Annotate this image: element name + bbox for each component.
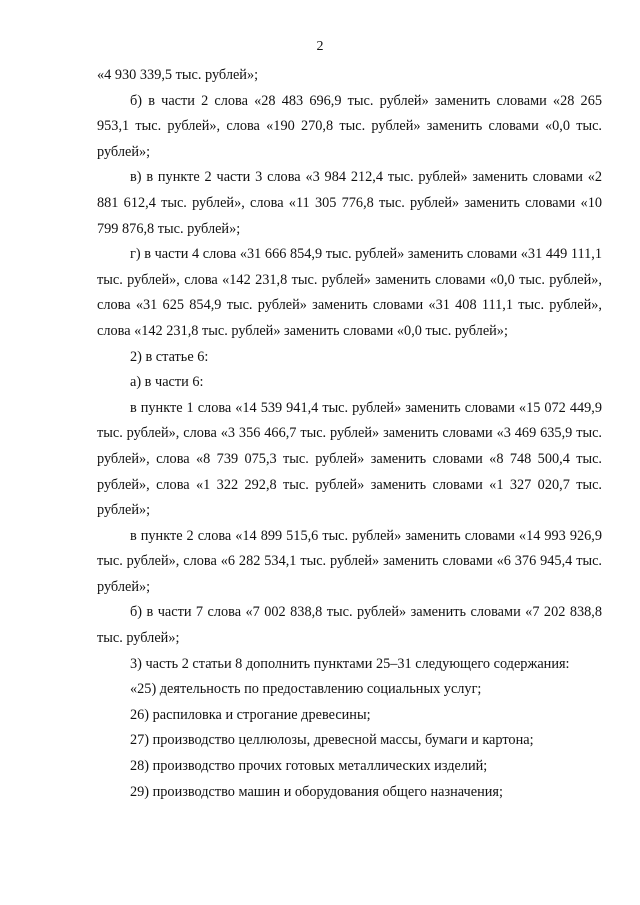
paragraph: в) в пункте 2 части 3 слова «3 984 212,4 тыс. рублей» заменить словами «2 881 612,4 тыс. рублей», слова «11 305 776,8 тыс. рублей» заменить словами «10 799 876,8 тыс. рублей»;	[97, 169, 602, 237]
list-item: 27) производство целлюлозы, древесной массы, бумаги и картона;	[130, 732, 534, 749]
paragraph: а) в части 6:	[130, 374, 204, 391]
paragraph: в пункте 1 слова «14 539 941,4 тыс. рублей» заменить словами «15 072 449,9 тыс. рублей», слова «3 356 466,7 тыс. рублей» заменить словами «3 469 635,9 тыс. рублей», слова «8 739 075,3 тыс. рублей» заменить словами «8 748 500,4 тыс. рублей», слова «1 322 292,8 тыс. рублей» заменить словами «1 327 020,7 тыс. рублей»;	[97, 399, 602, 519]
list-item: «25) деятельность по предоставлению социальных услуг;	[130, 681, 482, 698]
list-item: 28) производство прочих готовых металлических изделий;	[130, 758, 488, 775]
list-item: 29) производство машин и оборудования общего назначения;	[130, 783, 503, 800]
list-item: 26) распиловка и строгание древесины;	[130, 706, 371, 723]
paragraph: б) в части 7 слова «7 002 838,8 тыс. рублей» заменить словами «7 202 838,8 тыс. рублей»;	[97, 604, 602, 647]
document-body	[97, 63, 602, 805]
paragraph: «4 930 339,5 тыс. рублей»;	[97, 67, 259, 83]
page-number: 2	[316, 39, 324, 54]
paragraph: в пункте 2 слова «14 899 515,6 тыс. рублей» заменить словами «14 993 926,9 тыс. рублей», слова «6 282 534,1 тыс. рублей» заменить словами «6 376 945,4 тыс. рублей»;	[97, 527, 602, 595]
paragraph: г) в части 4 слова «31 666 854,9 тыс. рублей» заменить словами «31 449 111,1 тыс. рублей», слова «142 231,8 тыс. рублей» заменить словами «0,0 тыс. рублей», слова «31 625 854,9 тыс. рублей» заменить словами «31 408 111,1 тыс. рублей», слова «142 231,8 тыс. рублей» заменить словами «0,0 тыс. рублей»;	[97, 246, 602, 339]
paragraph: б) в части 2 слова «28 483 696,9 тыс. рублей» заменить словами «28 265 953,1 тыс. рублей», слова «190 270,8 тыс. рублей» заменить словами «0,0 тыс. рублей»;	[97, 92, 602, 160]
paragraph: 3) часть 2 статьи 8 дополнить пунктами 25–31 следующего содержания:	[130, 655, 570, 672]
paragraph: 2) в статье 6:	[130, 348, 209, 365]
